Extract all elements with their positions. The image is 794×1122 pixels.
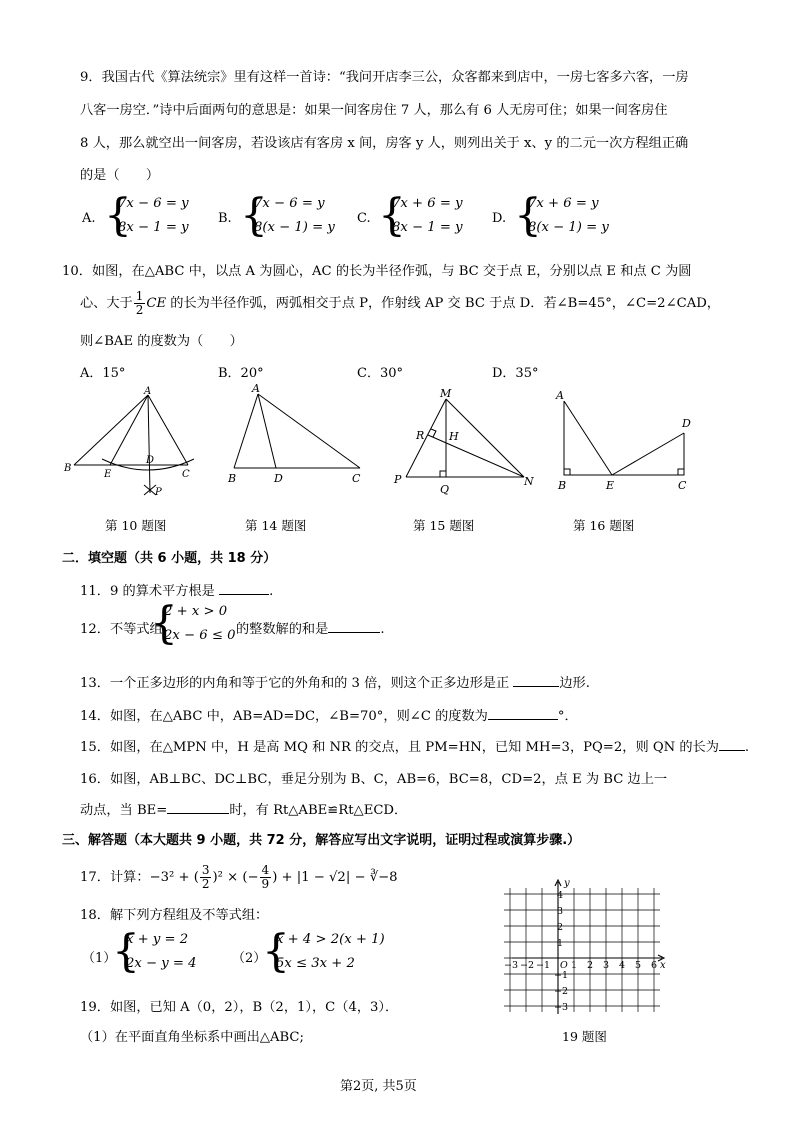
fig16-label-a: A — [556, 389, 564, 402]
q12-pre: 12．不等式组 — [80, 622, 163, 637]
q14-text: 14．如图，在△ABC 中，AB=AD=DC，∠B=70°，则∠C 的度数为 — [80, 709, 488, 724]
q12-answer-blank[interactable] — [328, 620, 380, 633]
fig19-y-tick-label: 2 — [557, 922, 564, 933]
q17 — [80, 864, 398, 891]
fig19-y-tick-label: 3 — [557, 906, 564, 917]
q10-option-a: A．15° — [80, 366, 126, 381]
fig16-label-e: E — [606, 479, 615, 492]
q17-pre: 17．计算：−3² + ( — [80, 870, 199, 885]
q9-option-a-label: A. — [82, 211, 96, 226]
q9-option-d-eq2: 8(x − 1) = y — [528, 220, 609, 235]
q17-f2-num: 4 — [261, 863, 270, 877]
fig15-label-q: Q — [440, 483, 450, 496]
fig15-label-h: H — [449, 430, 459, 443]
fig19-y-tick-label: 1 — [557, 938, 564, 949]
fig19-x-tick-label: 1 — [571, 960, 578, 971]
fig10-label-c: C — [182, 469, 190, 480]
fig16-label-c: C — [678, 479, 687, 492]
q17-fraction-1 — [200, 864, 212, 891]
q10-line3: 则∠BAE 的度数为（ ） — [80, 334, 243, 349]
q10-line1: 10．如图，在△ABC 中，以点 A 为圆心，AC 的长为半径作弧，与 BC 交于点 E，分别以点 E 和点 C 为圆 — [62, 264, 692, 279]
q10-line2 — [80, 290, 720, 317]
fig14-label-d: D — [274, 472, 283, 485]
q9-option-c-label: C. — [357, 211, 371, 226]
figure-10 — [62, 385, 202, 505]
q10-option-c: C．30° — [357, 366, 403, 381]
q11-answer-blank[interactable] — [219, 582, 269, 595]
q13-answer-blank[interactable] — [513, 674, 559, 687]
section-solution-title: 三、解答题（本大题共 9 小题，共 72 分，解答应写出文字说明，证明过程或演算步骤.） — [62, 833, 581, 848]
fig14-caption: 第 14 题图 — [245, 518, 307, 533]
fig19-y-tick-label: −1 — [554, 970, 569, 981]
fig15-label-m: M — [440, 387, 452, 400]
q9-line4: 的是（ ） — [80, 168, 160, 183]
fig19-y-tick-label: 4 — [557, 890, 564, 901]
q12-eq1: 2 + x > 0 — [164, 604, 228, 619]
fig10-label-d: D — [146, 455, 155, 466]
figure-14 — [222, 380, 372, 490]
fig19-y-tick-label: −2 — [554, 986, 569, 997]
fig19-x-tick-label: 6 — [651, 960, 658, 971]
fig10-label-e: E — [104, 469, 112, 480]
fig19-x-tick-label: 4 — [619, 960, 626, 971]
q19-line1: 19．如图，已知 A（0，2），B（2，1），C（4，3）． — [80, 1000, 399, 1015]
q10-frac-num: 1 — [135, 289, 144, 303]
q10-ce: CE — [146, 296, 167, 311]
q9-option-d-label: D. — [492, 211, 507, 226]
q9-option-a-eq2: 8x − 1 = y — [118, 220, 189, 235]
fig19-x-tick-label: 3 — [603, 960, 610, 971]
q12-end: . — [380, 622, 385, 637]
q10-line2-pre: 心、大于 — [80, 296, 133, 311]
q18-p2-eq2: 5x ≤ 3x + 2 — [276, 956, 355, 971]
q10-line2-post: 的长为半径作弧，两弧相交于点 P，作射线 AP 交 BC 于点 D．若∠B=45°，∠C=2∠CAD， — [166, 296, 720, 311]
figure-19-grid — [504, 876, 672, 1024]
q9-option-c-eq2: 8x − 1 = y — [392, 220, 463, 235]
q9-option-b-eq2: 8(x − 1) = y — [254, 220, 335, 235]
q11-text: 11．9 的算术平方根是 — [80, 584, 220, 599]
q12-eq2: 2x − 6 ≤ 0 — [164, 628, 236, 643]
q17-post: ) + |1 − √2| − ∛−8 — [272, 870, 398, 885]
q14 — [80, 705, 578, 724]
fig16-caption: 第 16 题图 — [573, 518, 635, 533]
q9-option-d-eq1: 7x + 6 = y — [528, 196, 599, 211]
figure-15 — [390, 385, 550, 500]
q10-option-b: B．20° — [218, 366, 264, 381]
q17-f1-den: 2 — [201, 877, 210, 891]
q18-p1-eq1: x + y = 2 — [126, 932, 189, 947]
q9-option-a-eq1: 7x − 6 = y — [118, 196, 189, 211]
fig19-origin-label: O — [560, 960, 568, 971]
fig15-caption: 第 15 题图 — [413, 518, 475, 533]
q10-option-d: D．35° — [492, 366, 539, 381]
q13-end: 边形. — [559, 676, 590, 691]
q15-answer-blank[interactable] — [719, 738, 745, 751]
q11 — [80, 580, 273, 599]
q15 — [80, 736, 749, 755]
q17-mid: )² × (− — [212, 870, 259, 885]
q16-line1: 16．如图，AB⊥BC、DC⊥BC，垂足分别为 B、C，AB=6，BC=8，CD=2，点 E 为 BC 边上一 — [80, 772, 668, 787]
q18-p2-eq1: x + 4 > 2(x + 1) — [276, 932, 385, 947]
fig19-axis-y-label: y — [564, 878, 570, 889]
fig10-label-p: P — [155, 487, 162, 498]
q18-part2-label: （2） — [232, 951, 267, 966]
q17-f2-den: 9 — [261, 877, 270, 891]
fig14-label-b: B — [228, 472, 237, 485]
q16-line2-pre: 动点，当 BE= — [80, 803, 168, 818]
fig19-y-tick-label: −3 — [554, 1002, 569, 1013]
figure-16 — [550, 385, 700, 495]
q12-post — [236, 618, 385, 637]
q11-end: . — [269, 584, 274, 599]
q13 — [80, 672, 590, 691]
q19-line2: （1）在平面直角坐标系中画出△ABC; — [80, 1030, 304, 1045]
q16-line2 — [80, 799, 407, 818]
fig19-x-tick-label: −1 — [536, 960, 551, 971]
q16-answer-blank[interactable] — [167, 801, 229, 814]
fig10-caption: 第 10 题图 — [105, 518, 167, 533]
fig10-label-a: A — [144, 386, 152, 397]
fig15-label-n: N — [524, 475, 534, 488]
section-fill-in-title: 二．填空题（共 6 小题，共 18 分） — [62, 551, 277, 566]
q17-f1-num: 3 — [201, 863, 210, 877]
fig15-label-p: P — [394, 473, 402, 486]
fig19-x-tick-label: 5 — [635, 960, 642, 971]
q17-fraction-2 — [260, 864, 272, 891]
fig15-label-r: R — [416, 429, 425, 442]
q18-p1-eq2: 2x − y = 4 — [126, 956, 197, 971]
fig16-label-d: D — [682, 417, 691, 430]
fig19-x-tick-label: 2 — [587, 960, 594, 971]
q9-option-c-eq1: 7x + 6 = y — [392, 196, 463, 211]
q13-text: 13．一个正多边形的内角和等于它的外角和的 3 倍，则这个正多边形是正 — [80, 676, 514, 691]
q9-option-b-label: B. — [218, 211, 232, 226]
q14-answer-blank[interactable] — [488, 707, 558, 720]
q9-option-b-eq1: 7x − 6 = y — [254, 196, 325, 211]
q15-end: . — [744, 740, 750, 755]
fig19-axis-x-label: x — [660, 960, 666, 971]
q12-post-text: 的整数解的和是 — [236, 622, 329, 637]
q10-frac-den: 2 — [135, 303, 144, 317]
fig14-label-a: A — [252, 382, 260, 395]
q15-text: 15．如图，在△MPN 中，H 是高 MQ 和 NR 的交点，且 PM=HN，已知 MH=3，PQ=2，则 QN 的长为 — [80, 740, 719, 755]
fig19-caption: 19 题图 — [562, 1029, 607, 1044]
q18-text: 18．解下列方程组及不等式组： — [80, 908, 269, 923]
q10-fraction — [134, 290, 146, 317]
fig16-label-b: B — [558, 479, 567, 492]
fig10-label-b: B — [64, 463, 72, 474]
q18-part1-label: （1） — [82, 951, 117, 966]
q9-line3: 8 人，那么就空出一间客房，若设该店有客房 x 间，房客 y 人，则列出关于 x、y 的二元一次方程组正确 — [80, 136, 689, 151]
q9-line2: 八客一房空．”诗中后面两句的意思是：如果一间客房住 7 人，那么有 6 人无房可住；如果一间客房住 — [80, 103, 668, 118]
page-footer: 第2页, 共5页 — [340, 1079, 417, 1094]
fig14-label-c: C — [352, 472, 361, 485]
fig19-x-tick-label: −2 — [520, 960, 535, 971]
q16-line2-post: 时，有 Rt△ABE≌Rt△ECD． — [229, 803, 408, 818]
q9-line1: 9．我国古代《算法统宗》里有这样一首诗：“我问开店李三公，众客都来到店中，一房七客多六客，一房 — [80, 70, 689, 85]
q14-end: °． — [557, 709, 578, 724]
fig19-x-tick-label: −3 — [504, 960, 519, 971]
